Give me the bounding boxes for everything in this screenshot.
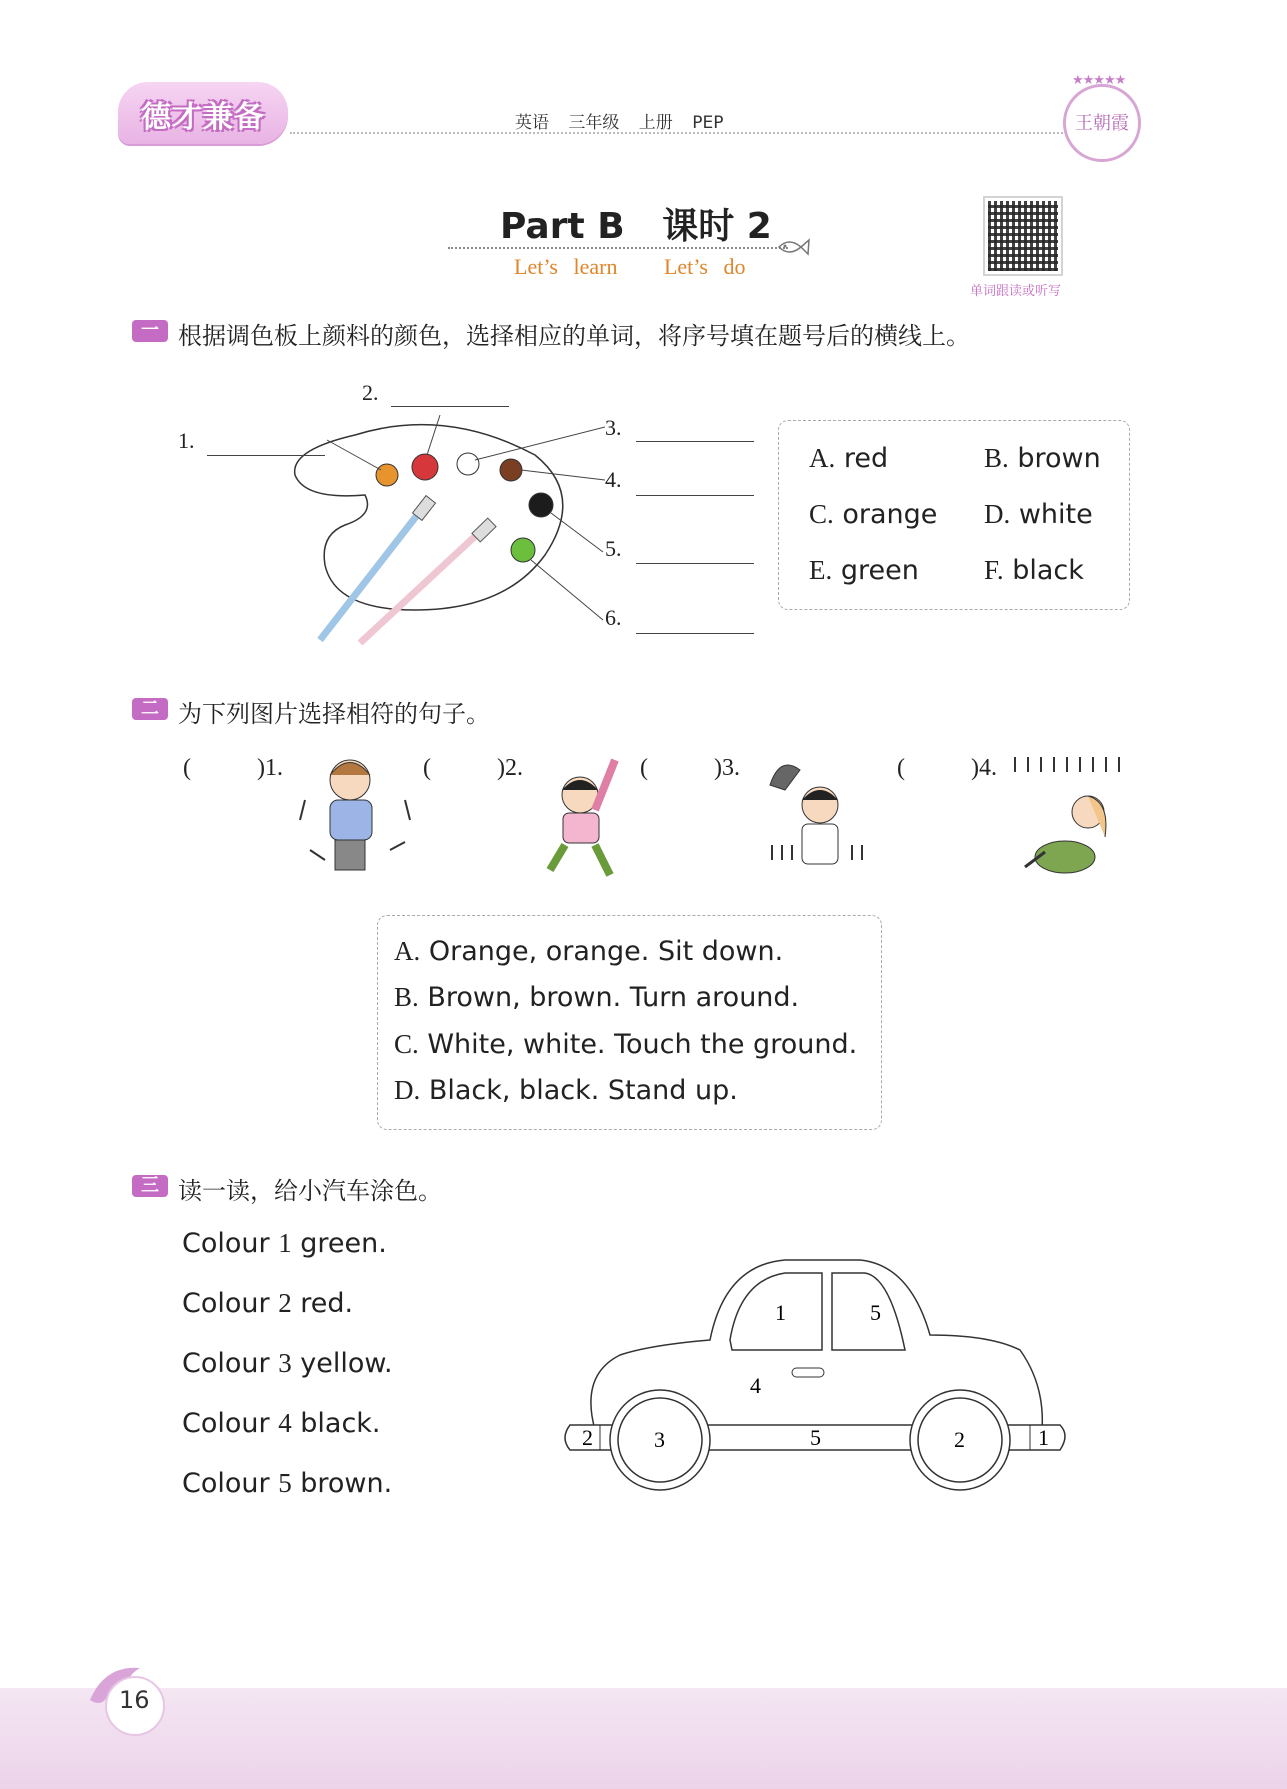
section-2-badge: 二 [132,698,168,720]
answer-paren-2-open: ( [423,755,431,781]
answer-paren-2-close: )2. [497,755,523,781]
title-divider [448,247,788,249]
page-number: 16 [119,1686,150,1714]
answer-paren-4-open: ( [897,755,905,781]
blank-3-line[interactable] [636,441,754,442]
blank-5-line[interactable] [636,563,754,564]
option-b: B. brown [984,443,1101,474]
paint-blob-red [412,454,438,480]
colour-instruction-2: Colour 2 red. [182,1288,354,1319]
car-label-body: 4 [750,1373,761,1398]
book-info: 英语 三年级 上册 PEP [515,113,724,133]
paint-palette-illustration [285,415,605,645]
option-f: F. black [984,555,1084,586]
section-1-badge: 一 [132,320,168,342]
stamp-name: 王朝霞 [1075,113,1129,134]
blank-6-line[interactable] [636,633,754,634]
option-d: D. white [984,499,1093,530]
answer-paren-4-close: )4. [971,755,997,781]
blank-3-number: 3. [605,415,622,440]
blank-6-number: 6. [605,605,622,630]
blank-5-number: 5. [605,536,622,561]
boy-standing-up-illustration [760,750,880,885]
car-label-sill: 5 [810,1425,821,1450]
page-subtitle: Let’s learn Let’s do [514,254,746,279]
sentence-a: A. Orange, orange. Sit down. [394,936,784,967]
car-label-window-right: 5 [870,1300,881,1325]
author-stamp [1063,73,1141,162]
blank-1-line[interactable] [207,455,325,456]
fish-icon [775,235,815,259]
car-label-bumper-left: 2 [582,1425,593,1450]
page-title: Part B 课时 2 [500,206,772,247]
brand-logo [118,82,288,144]
sentence-d: D. Black, black. Stand up. [394,1075,738,1106]
colour-instruction-4: Colour 4 black. [182,1408,381,1439]
paint-blob-green [511,538,535,562]
girl-touching-ground-illustration [545,750,635,885]
blank-4-number: 4. [605,467,622,492]
colour-instruction-1: Colour 1 green. [182,1228,387,1259]
paint-blob-white [457,453,479,475]
answer-paren-3-close: )3. [714,755,740,781]
option-e: E. green [809,555,919,586]
section-2-instruction: 为下列图片选择相符的句子。 [178,700,490,728]
car-label-window-left: 1 [775,1300,786,1325]
section-1-instruction: 根据调色板上颜料的颜色，选择相应的单词，将序号填在题号后的横线上。 [178,322,970,350]
word-options-box [778,420,1130,610]
answer-paren-1-close: )1. [257,755,283,781]
answer-slot-1[interactable] [205,755,255,785]
colour-instruction-3: Colour 3 yellow. [182,1348,393,1379]
colour-instruction-5: Colour 5 brown. [182,1468,393,1499]
answer-slot-3[interactable] [662,755,712,785]
option-c: C. orange [809,499,938,530]
car-label-wheel-right: 2 [954,1427,965,1452]
car-outline-illustration[interactable] [560,1255,1070,1495]
answer-slot-4[interactable] [919,755,969,785]
blank-2-number: 2. [362,380,379,405]
option-a: A. red [809,443,889,474]
section-3-badge: 三 [132,1175,168,1197]
car-label-wheel-left: 3 [654,1427,665,1452]
sentence-c: C. White, white. Touch the ground. [394,1029,858,1060]
paint-blob-brown [500,459,522,481]
girl-sitting-down-illustration [1010,752,1125,882]
sentence-b: B. Brown, brown. Turn around. [394,982,800,1013]
car-label-bumper-right: 1 [1038,1425,1049,1450]
blank-1-number: 1. [178,428,195,453]
car-door-handle [792,1368,824,1377]
blank-4-line[interactable] [636,495,754,496]
footer-band [0,1688,1287,1789]
blank-2-line[interactable] [391,406,509,407]
answer-paren-3-open: ( [640,755,648,781]
boy-turning-around-illustration [295,750,415,875]
sentence-options-box [377,915,882,1130]
brand-logo-text: 德才兼备 [141,100,265,135]
paint-blob-orange [376,464,398,486]
answer-paren-1-open: ( [183,755,191,781]
stars-icon: ★★★★★ [1072,73,1126,88]
qr-label: 单词跟读或听写 [970,284,1062,299]
answer-slot-2[interactable] [445,755,495,785]
qr-code[interactable] [985,198,1061,274]
paint-blob-black [529,493,553,517]
section-3-instruction: 读一读，给小汽车涂色。 [178,1177,442,1205]
